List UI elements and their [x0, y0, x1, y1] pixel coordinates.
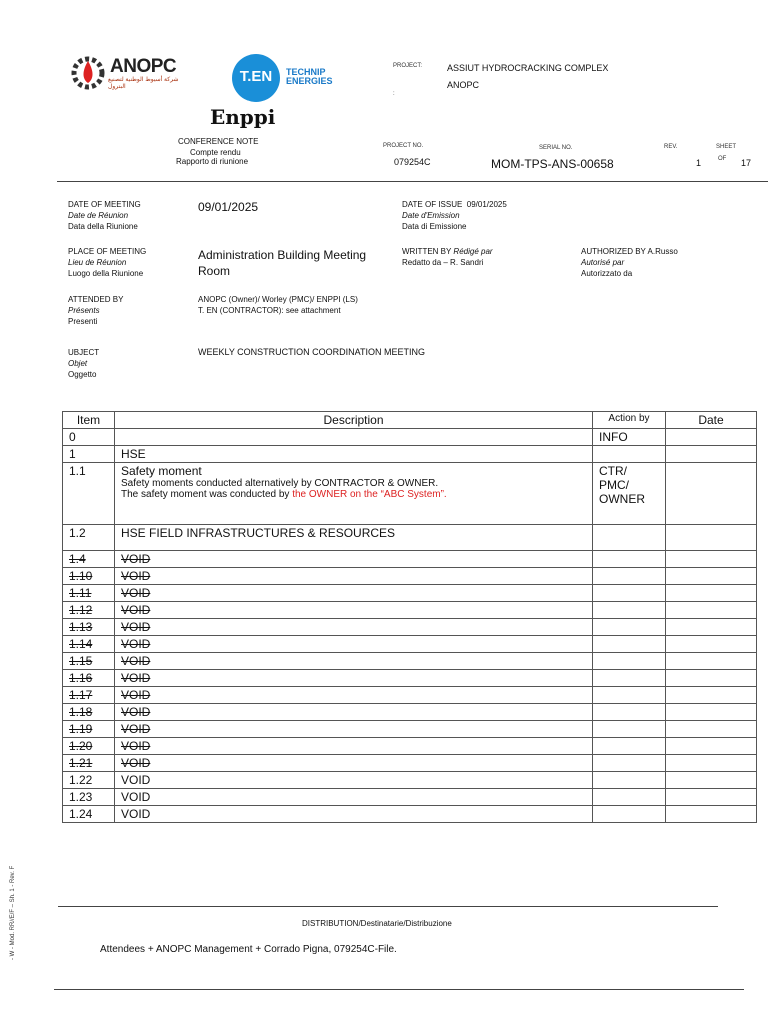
of-label: OF [718, 156, 727, 162]
row-action [593, 687, 666, 704]
row-action [593, 806, 666, 823]
table-row [63, 446, 757, 463]
row-description: HSE [115, 446, 593, 463]
place-fr: Lieu de Réunion [68, 258, 127, 267]
date-issue-en: DATE OF ISSUE [402, 200, 463, 209]
row-action [593, 619, 666, 636]
place-line-1: Administration Building Meeting [198, 248, 367, 262]
footer-divider [58, 906, 718, 907]
row-item: 1.23 [63, 789, 115, 806]
row-description: VOID [115, 619, 593, 636]
row-item: 1.20 [63, 738, 115, 755]
rev-value: 1 [696, 158, 702, 168]
row-description [115, 429, 593, 446]
row-date [666, 636, 757, 653]
row-action [593, 653, 666, 670]
attended-fr: Présents [68, 306, 100, 315]
table-header-row [63, 412, 757, 429]
written-en: WRITTEN BY [402, 247, 452, 256]
subject-en: UBJECT [68, 348, 100, 357]
row-date [666, 738, 757, 755]
table-row [63, 755, 757, 772]
project-value: ASSIUT HYDROCRACKING COMPLEX [447, 63, 609, 73]
row-description: VOID [115, 704, 593, 721]
table-row [63, 568, 757, 585]
attended-it: Presenti [68, 317, 98, 326]
row-description: VOID [115, 687, 593, 704]
row-item: 1.21 [63, 755, 115, 772]
row-action [593, 772, 666, 789]
note-it: Rapporto di riunione [176, 157, 249, 166]
table-row [63, 585, 757, 602]
attended-en: ATTENDED BY [68, 295, 124, 304]
safety-title: Safety moment [121, 464, 202, 478]
project-label: PROJECT: [393, 63, 423, 69]
row-date [666, 619, 757, 636]
table-row [63, 653, 757, 670]
row-action [593, 670, 666, 687]
project-no-label: PROJECT NO. [383, 143, 424, 149]
row-date [666, 446, 757, 463]
place-en: PLACE OF MEETING [68, 247, 147, 256]
serial-label: SERIAL NO. [539, 145, 573, 151]
row-date [666, 755, 757, 772]
safety-line-1: Safety moments conducted alternatively by CONTRACTOR & OWNER. [121, 478, 439, 489]
action-ctr: CTR/ [599, 464, 627, 478]
row-action [593, 585, 666, 602]
row-date [666, 585, 757, 602]
date-meeting-en: DATE OF MEETING [68, 200, 141, 209]
place-labels [68, 246, 146, 279]
row-item: 1.22 [63, 772, 115, 789]
row-description: HSE FIELD INFRASTRUCTURES & RESOURCES [115, 525, 593, 551]
written-block [402, 246, 493, 268]
row-description: VOID [115, 585, 593, 602]
table-row [63, 721, 757, 738]
subject-fr: Objet [68, 359, 88, 368]
date-issue-value: 09/01/2025 [466, 200, 507, 209]
row-date [666, 429, 757, 446]
row-item: 1.4 [63, 551, 115, 568]
row-description: VOID [115, 551, 593, 568]
bottom-divider [54, 989, 744, 990]
table-row [63, 789, 757, 806]
row-item: 1.24 [63, 806, 115, 823]
row-description: VOID [115, 670, 593, 687]
row-date [666, 463, 757, 525]
table-row [63, 602, 757, 619]
row-action [593, 602, 666, 619]
anopc-name: ANOPC [110, 56, 177, 77]
row-action [593, 446, 666, 463]
header-description: Description [115, 412, 593, 429]
subject-labels [68, 347, 99, 380]
date-issue-fr: Date d'Emission [402, 211, 460, 220]
items-table [62, 411, 757, 823]
authorized-it: Autorizzato da [581, 269, 633, 278]
row-action [593, 551, 666, 568]
anopc-arabic-name: شركة أسيوط الوطنية لتصنيع البترول [108, 77, 179, 90]
enppi-logo: Enppi [210, 105, 276, 129]
place-it: Luogo della Riunione [68, 269, 144, 278]
table-row [63, 619, 757, 636]
subject-value: WEEKLY CONSTRUCTION COORDINATION MEETING [198, 347, 426, 357]
row-description: VOID [115, 755, 593, 772]
row-action [593, 755, 666, 772]
note-title: CONFERENCE NOTE [178, 137, 259, 146]
row-item: 1.1 [63, 463, 115, 525]
safety-line-2 [121, 489, 586, 500]
place-value [198, 247, 366, 279]
row-action [593, 721, 666, 738]
row-action [593, 704, 666, 721]
subject-it: Oggetto [68, 370, 97, 379]
row-item: 1.2 [63, 525, 115, 551]
table-row [63, 429, 757, 446]
row-date [666, 602, 757, 619]
row-item: 1.19 [63, 721, 115, 738]
ten-name [286, 68, 333, 86]
row-date [666, 653, 757, 670]
serial-no: MOM-TPS-ANS-00658 [491, 157, 614, 171]
row-action: INFO [593, 429, 666, 446]
row-description: VOID [115, 636, 593, 653]
row-description [115, 463, 593, 525]
distribution-label: DISTRIBUTION/Destinatarie/Distribuzione [302, 919, 452, 928]
sheet-label: SHEET [716, 144, 737, 150]
row-action [593, 463, 666, 525]
date-issue-it: Data di Emissione [402, 222, 467, 231]
row-description: VOID [115, 721, 593, 738]
row-item: 1.18 [63, 704, 115, 721]
row-date [666, 687, 757, 704]
note-fr: Compte rendu [190, 148, 241, 157]
row-item: 1.14 [63, 636, 115, 653]
row-description: VOID [115, 789, 593, 806]
row-item: 1.10 [63, 568, 115, 585]
row-item: 1.13 [63, 619, 115, 636]
row-item: 1.16 [63, 670, 115, 687]
table-row [63, 636, 757, 653]
project-owner: ANOPC [447, 80, 480, 90]
row-description: VOID [115, 772, 593, 789]
side-code: - W - Mod. RR//E/F – Sh. 1 - Rev. F [10, 865, 16, 960]
row-item: 0 [63, 429, 115, 446]
table-row [63, 525, 757, 551]
header-item: Item [63, 412, 115, 429]
table-row [63, 551, 757, 568]
row-action [593, 525, 666, 551]
row-date [666, 525, 757, 551]
written-fr: Rédigé par [453, 247, 493, 256]
attended-labels [68, 294, 123, 327]
date-meeting-it: Data della Riunione [68, 222, 138, 231]
table-row [63, 772, 757, 789]
row-date [666, 806, 757, 823]
row-date [666, 789, 757, 806]
row-date [666, 551, 757, 568]
ten-letters: T.EN [239, 68, 273, 85]
project-colon: : [393, 91, 395, 97]
date-meeting-fr: Date de Réunion [68, 211, 129, 220]
date-issue-block [402, 199, 507, 232]
header-date: Date [666, 412, 757, 429]
row-action [593, 636, 666, 653]
row-action [593, 789, 666, 806]
written-it: Redatto da – R. Sandri [402, 258, 484, 267]
sheet-total: 17 [741, 158, 752, 168]
ten-name-1: TECHNIP [286, 67, 326, 77]
row-description: VOID [115, 602, 593, 619]
table-row [63, 738, 757, 755]
row-action [593, 738, 666, 755]
action-owner: OWNER [599, 492, 645, 506]
date-meeting-labels [68, 199, 141, 232]
attended-line-2: T. EN (CONTRACTOR): see attachment [198, 306, 341, 315]
table-row [63, 704, 757, 721]
row-item: 1.12 [63, 602, 115, 619]
header-action-by: Action by [593, 412, 666, 429]
attended-value [198, 294, 358, 316]
row-item: 1.17 [63, 687, 115, 704]
ten-name-2: ENERGIES [286, 76, 333, 86]
row-action [593, 568, 666, 585]
project-no: 079254C [394, 157, 431, 167]
row-description: VOID [115, 653, 593, 670]
row-date [666, 670, 757, 687]
anopc-gear-icon [70, 55, 106, 91]
distribution-value: Attendees + ANOPC Management + Corrado Pigna, 079254C-File. [100, 944, 397, 955]
row-description: VOID [115, 806, 593, 823]
row-item: 1.15 [63, 653, 115, 670]
row-date [666, 568, 757, 585]
authorized-block [581, 246, 678, 279]
action-pmc: PMC/ [599, 478, 629, 492]
row-description: VOID [115, 738, 593, 755]
safety-line-2a: The safety moment was conducted by [121, 489, 293, 500]
rev-label: REV. [664, 144, 678, 150]
row-date [666, 704, 757, 721]
row-date [666, 772, 757, 789]
header-divider [57, 181, 768, 182]
safety-line-2b: the OWNER on the “ABC System”. [292, 489, 447, 500]
authorized-en: AUTHORIZED BY A.Russo [581, 247, 678, 256]
row-item: 1.11 [63, 585, 115, 602]
place-line-2: Room [198, 264, 231, 278]
attended-line-1: ANOPC (Owner)/ Worley (PMC)/ ENPPI (LS) [198, 295, 358, 304]
row-date [666, 721, 757, 738]
authorized-fr: Autorisé par [581, 258, 625, 267]
row-item: 1 [63, 446, 115, 463]
table-row [63, 806, 757, 823]
date-meeting-value: 09/01/2025 [198, 200, 259, 214]
table-row [63, 463, 757, 525]
anopc-logo [70, 55, 106, 96]
table-row [63, 670, 757, 687]
table-row [63, 687, 757, 704]
row-description: VOID [115, 568, 593, 585]
